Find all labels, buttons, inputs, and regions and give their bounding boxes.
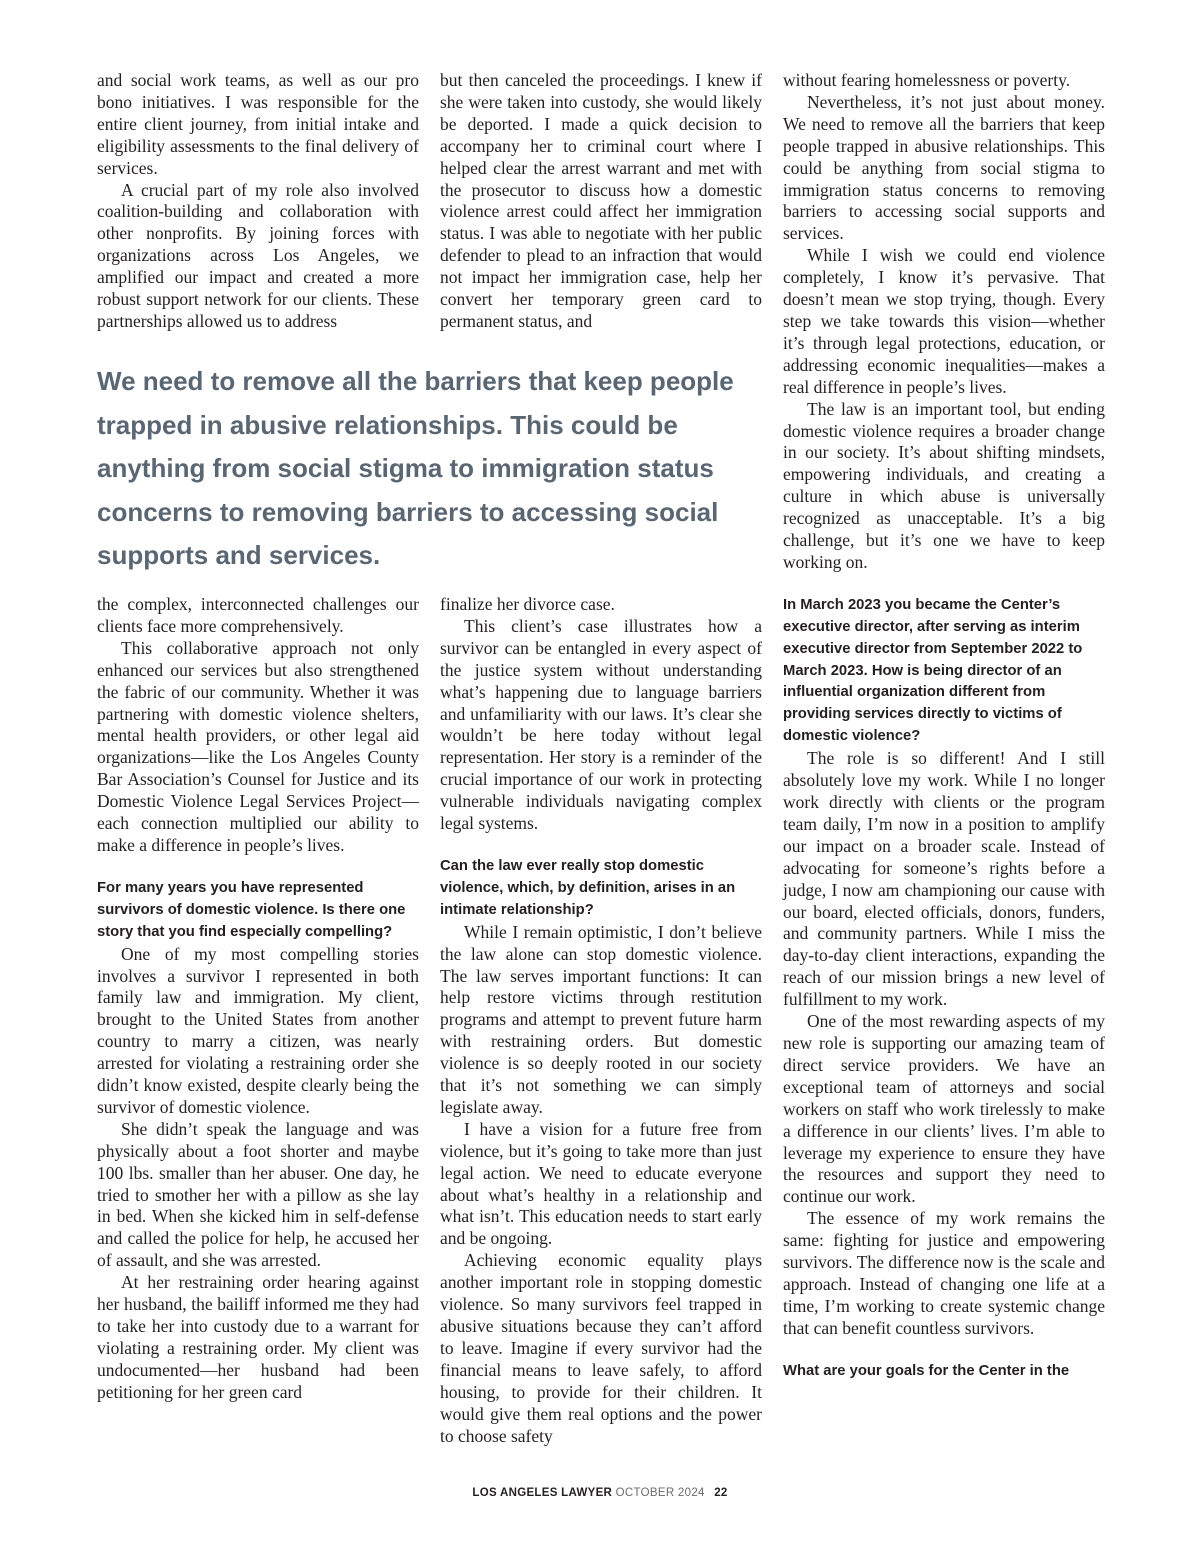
column-2-bottom <box>440 594 762 1447</box>
paragraph: the complex, interconnected challenges our clients face more comprehensively. <box>97 594 419 636</box>
paragraph: The law is an important tool, but ending domestic violence requires a broader change in our society. It’s about shifting mindsets, empowering individuals, and creating a culture in which abuse is universally recognized as unacceptable. It’s a big challenge, but it’s one we have to keep working on. <box>783 398 1105 572</box>
interview-question: For many years you have represented survivors of domestic violence. Is there one story that you find especially compelling? <box>97 879 406 940</box>
page-number: 22 <box>714 1487 728 1499</box>
paragraph: but then canceled the proceedings. I knew if she were taken into custody, she would likely be deported. I made a quick decision to accompany her to criminal court where I helped clear the arrest warrant and met with the prosecutor to discuss how a domestic violence arrest could affect her immigration status. I was able to negotiate with her public defender to plead to an infraction that would not impact her immigration case, help her convert her temporary green card to permanent status, and <box>440 70 762 331</box>
page-footer <box>0 1487 1200 1499</box>
paragraph: without fearing homelessness or poverty. <box>783 70 1071 90</box>
paragraph: A crucial part of my role also involved coalition-building and collaboration with other nonprofits. By joining forces with organizations across Los Angeles, we amplified our impact and created a more robust support network for our clients. These partnerships allowed us to address <box>97 179 419 331</box>
paragraph: While I wish we could end violence completely, I know it’s pervasive. That doesn’t mean we stop trying, though. Every step we take towards this vision—whether it’s through legal protections, education, or addressing economic inequalities—makes a real difference in people’s lives. <box>783 245 1105 397</box>
paragraph: Achieving economic equality plays another important role in stopping domestic violence. So many survivors feel trapped in abusive situations because they can’t afford to leave. Imagine if every survivor had the financial means to leave safely, to afford housing, to provide for their children. It would give them real options and the power to choose safety <box>440 1250 762 1446</box>
paragraph: This client’s case illustrates how a survivor can be entangled in every aspect of the justice system without understanding what’s happening due to language barriers and unfamiliarity with our laws. It’s clear she wouldn’t be here today without legal representation. Her story is a reminder of the crucial importance of our work in protecting vulnerable individuals navigating complex legal systems. <box>440 615 762 834</box>
pull-quote: We need to remove all the barriers that keep people trapped in abusive relationships. This could be anything from social stigma to immigration status concerns to removing barriers to accessing social supports and services. <box>97 366 734 570</box>
paragraph: This collaborative approach not only enhanced our services but also strengthened the fabric of our community. Whether it was partnering with domestic violence shelters, mental health providers, or other legal aid organizations—like the Los Angeles County Bar Association’s Counsel for Justice and its Domestic Violence Legal Services Project—each connection multiplied our ability to make a difference in people’s lives. <box>97 637 419 855</box>
interview-question: What are your goals for the Center in the <box>783 1362 1070 1379</box>
paragraph: One of the most rewarding aspects of my new role is supporting our amazing team of direct service providers. We have an exceptional team of attorneys and social workers on staff who work tirelessly to make a difference in our clients’ lives. I’m able to leverage my experience to ensure they have the resources and support they need to continue our work. <box>783 1011 1105 1207</box>
magazine-name: LOS ANGELES LAWYER <box>472 1487 613 1499</box>
column-2-top <box>440 70 762 333</box>
column-1-bottom <box>97 594 419 1404</box>
paragraph: finalize her divorce case. <box>440 594 615 614</box>
issue-date: OCTOBER 2024 <box>615 1487 705 1499</box>
paragraph: While I remain optimistic, I don’t believe the law alone can stop domestic violence. The law serves important functions: It can help restore victims through restitution programs and attempt to prevent future harm with restraining orders. But domestic violence is so deeply rooted in our society that it’s not something we can simply legislate away. <box>440 921 762 1117</box>
column-3 <box>783 70 1105 1383</box>
paragraph: She didn’t speak the language and was physically about a foot shorter and maybe 100 lbs. smaller than her abuser. One day, he tried to smother her with a pillow as she lay in bed. When she kicked him in self-defense and called the police for help, he accused her of assault, and she was arrested. <box>97 1118 419 1271</box>
column-1-top <box>97 70 419 333</box>
paragraph: I have a vision for a future free from violence, but it’s going to take more than just legal action. We need to educate everyone about what’s healthy in a relationship and what isn’t. This education needs to start early and be ongoing. <box>440 1118 762 1249</box>
paragraph: The essence of my work remains the same: fighting for justice and empowering survivors. The difference now is the scale and approach. Instead of changing one life at a time, I’m working to create systemic change that can benefit countless survivors. <box>783 1208 1105 1338</box>
paragraph: and social work teams, as well as our pro bono initiatives. I was responsible for the entire client journey, from initial intake and eligibility assessments to the final delivery of services. <box>97 70 419 178</box>
interview-question: Can the law ever really stop domestic violence, which, by definition, arises in an intimate relationship? <box>440 857 736 918</box>
paragraph: Nevertheless, it’s not just about money. We need to remove all the barriers that keep people trapped in abusive relationships. This could be anything from social stigma to immigration status concerns to removing barriers to accessing social supports and services. <box>783 91 1105 244</box>
interview-question: In March 2023 you became the Center’s executive director, after serving as interim executive director from September 2022 to March 2023. How is being director of an influential organization different from providing services directly to victims of domestic violence? <box>783 596 1083 745</box>
paragraph: At her restraining order hearing against her husband, the bailiff informed me they had to take her into custody due to a warrant for violating a restraining order. My client was undocumented—her husband had been petitioning for her green card <box>97 1272 419 1402</box>
paragraph: The role is so different! And I still absolutely love my work. While I no longer work directly with clients or the program team daily, I’m now in a position to amplify our impact on a broader scale. Instead of advocating for someone’s rights before a judge, I now am championing our cause with our board, elected officials, donors, funders, and community partners. While I miss the day-to-day client interactions, expanding the reach of our mission brings a new level of fulfillment to my work. <box>783 748 1105 1010</box>
paragraph: One of my most compelling stories involves a survivor I represented in both family law and immigration. My client, brought to the United States from another country to marry a citizen, was nearly arrested for violating a restraining order she didn’t know existed, despite clearly being the survivor of domestic violence. <box>97 943 419 1117</box>
